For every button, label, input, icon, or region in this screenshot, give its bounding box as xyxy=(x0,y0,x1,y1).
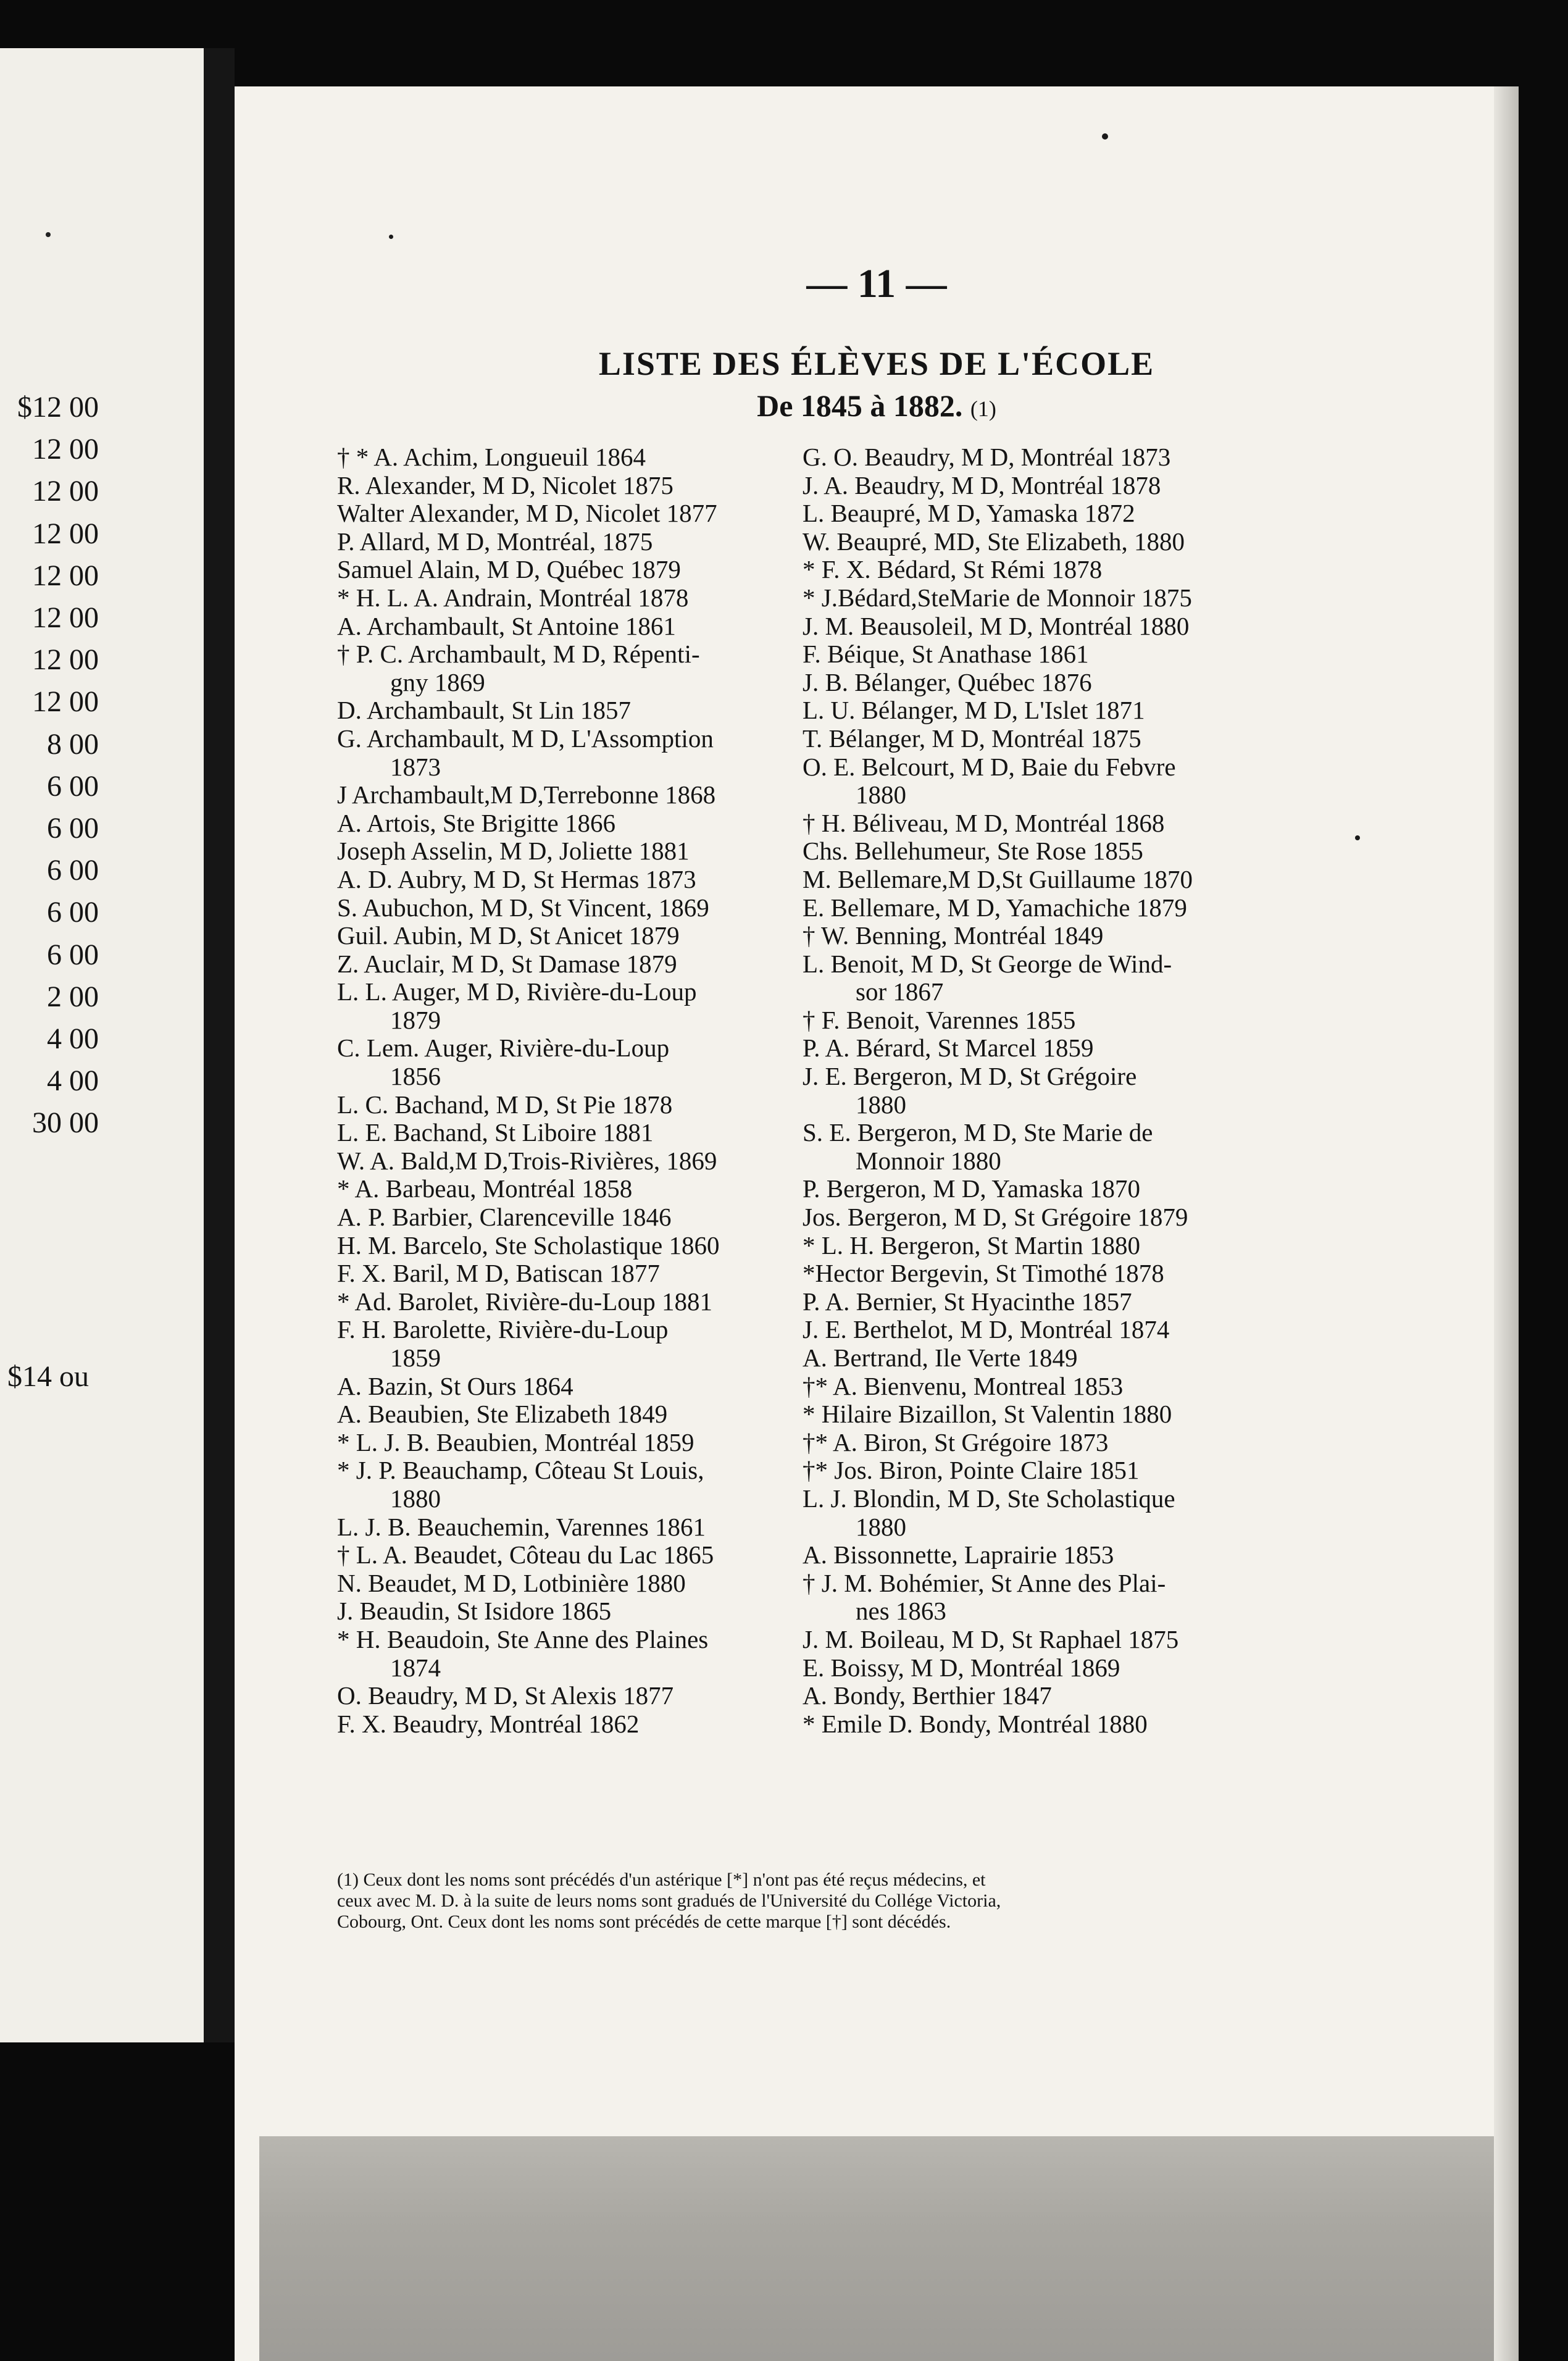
entry-continuation: 1873 xyxy=(390,752,441,781)
left-page-bottom-text: $14 ou xyxy=(7,1360,89,1393)
student-entry xyxy=(337,612,800,641)
entry-line: Joseph Asselin, M D, Joliette 1881 xyxy=(337,837,690,866)
amount-line: 4 00 xyxy=(47,1064,99,1098)
entry-continuation: 1874 xyxy=(390,1653,441,1682)
student-entry xyxy=(803,922,1333,950)
page-number: — 11 — xyxy=(806,261,947,306)
student-entry xyxy=(803,894,1333,922)
entry-line: J. B. Bélanger, Québec 1876 xyxy=(803,667,1092,696)
amount-line: 6 00 xyxy=(47,812,99,845)
entry-continuation: gny 1869 xyxy=(390,667,485,696)
amount-line: 6 00 xyxy=(47,854,99,887)
student-entry xyxy=(337,866,800,894)
student-entry xyxy=(337,837,800,866)
student-entry xyxy=(337,725,800,781)
student-entry xyxy=(337,640,800,696)
student-entry xyxy=(337,1175,800,1203)
entry-line: J. M. Beausoleil, M D, Montréal 1880 xyxy=(803,611,1190,640)
student-entry xyxy=(337,922,800,950)
entry-line: F. H. Barolette, Rivière-du-Loup xyxy=(337,1315,669,1344)
amount-line: 6 00 xyxy=(47,896,99,929)
entry-line: * F. X. Bédard, St Rémi 1878 xyxy=(803,555,1103,584)
entry-line: † F. Benoit, Varennes 1855 xyxy=(803,1005,1076,1034)
entry-line: Samuel Alain, M D, Québec 1879 xyxy=(337,555,681,584)
entry-continuation: 1879 xyxy=(390,1005,441,1034)
entry-line: * Ad. Barolet, Rivière-du-Loup 1881 xyxy=(337,1287,713,1316)
entry-line: L. Beaupré, M D, Yamaska 1872 xyxy=(803,499,1135,528)
student-entry xyxy=(803,1400,1333,1429)
entry-line: W. A. Bald,M D,Trois-Rivières, 1869 xyxy=(337,1146,717,1175)
entry-continuation: 1859 xyxy=(390,1343,441,1372)
entry-line: † L. A. Beaudet, Côteau du Lac 1865 xyxy=(337,1540,714,1569)
entry-line: A. Bissonnette, Laprairie 1853 xyxy=(803,1540,1114,1569)
student-entry xyxy=(803,1429,1333,1457)
entry-line: F. X. Beaudry, Montréal 1862 xyxy=(337,1709,640,1738)
entry-line: * J. P. Beauchamp, Côteau St Louis, xyxy=(337,1456,704,1485)
student-entry xyxy=(337,1569,800,1598)
book-gutter xyxy=(204,48,235,2042)
page-subtitle xyxy=(235,388,1519,424)
entry-line: L. U. Bélanger, M D, L'Islet 1871 xyxy=(803,696,1145,725)
ink-speck xyxy=(1355,835,1360,840)
student-entry xyxy=(803,1626,1333,1654)
student-entry xyxy=(337,1119,800,1147)
student-entry xyxy=(337,1597,800,1626)
student-entry xyxy=(337,556,800,584)
entry-line: N. Beaudet, M D, Lotbinière 1880 xyxy=(337,1568,686,1597)
entry-continuation: nes 1863 xyxy=(856,1597,946,1626)
amount-line: 12 00 xyxy=(32,559,99,592)
entry-line: J. E. Bergeron, M D, St Grégoire xyxy=(803,1062,1137,1091)
student-entry xyxy=(803,528,1333,556)
entry-line: L. E. Bachand, St Liboire 1881 xyxy=(337,1118,654,1147)
entry-line: P. A. Bérard, St Marcel 1859 xyxy=(803,1034,1094,1063)
entry-continuation: sor 1867 xyxy=(856,977,944,1006)
entry-line: J Archambault,M D,Terrebonne 1868 xyxy=(337,780,716,809)
subtitle-text: De 1845 à 1882. xyxy=(757,388,963,423)
entry-line: O. Beaudry, M D, St Alexis 1877 xyxy=(337,1681,674,1710)
student-entry xyxy=(337,1429,800,1457)
entry-line: O. E. Belcourt, M D, Baie du Febvre xyxy=(803,752,1176,781)
entry-line: † W. Benning, Montréal 1849 xyxy=(803,921,1104,950)
student-entry xyxy=(803,1710,1333,1739)
entry-line: Z. Auclair, M D, St Damase 1879 xyxy=(337,949,677,978)
entry-line: * J.Bédard,SteMarie de Monnoir 1875 xyxy=(803,583,1192,612)
entry-line: G. Archambault, M D, L'Assomption xyxy=(337,724,714,753)
amount-line: 12 00 xyxy=(32,601,99,634)
entry-continuation: 1880 xyxy=(856,1512,906,1541)
main-page xyxy=(235,86,1519,2361)
student-list-left-column xyxy=(337,443,800,1738)
entry-line: A. Archambault, St Antoine 1861 xyxy=(337,611,676,640)
student-entry xyxy=(803,556,1333,584)
student-entry xyxy=(337,1541,800,1569)
entry-line: R. Alexander, M D, Nicolet 1875 xyxy=(337,470,673,499)
student-entry xyxy=(337,1400,800,1429)
student-entry xyxy=(337,1260,800,1288)
entry-line: L. Benoit, M D, St George de Wind- xyxy=(803,949,1172,978)
student-entry xyxy=(803,1373,1333,1401)
student-entry xyxy=(803,1541,1333,1569)
entry-line: * A. Barbeau, Montréal 1858 xyxy=(337,1174,633,1203)
entry-line: *Hector Bergevin, St Timothé 1878 xyxy=(803,1259,1164,1288)
entry-line: Walter Alexander, M D, Nicolet 1877 xyxy=(337,499,717,528)
student-entry xyxy=(337,472,800,500)
entry-continuation: 1856 xyxy=(390,1062,441,1091)
ink-dot xyxy=(46,232,51,237)
entry-line: L. C. Bachand, M D, St Pie 1878 xyxy=(337,1090,673,1119)
amount-line: 4 00 xyxy=(47,1022,99,1055)
amount-line: 8 00 xyxy=(47,727,99,761)
student-entry xyxy=(337,443,800,472)
entry-line: J. M. Boileau, M D, St Raphael 1875 xyxy=(803,1624,1179,1653)
student-entry xyxy=(337,1513,800,1542)
student-entry xyxy=(803,1569,1333,1626)
student-entry xyxy=(337,584,800,612)
student-entry xyxy=(803,443,1333,472)
student-entry xyxy=(803,499,1333,528)
entry-continuation: Monnoir 1880 xyxy=(856,1146,1001,1175)
student-entry xyxy=(337,1626,800,1682)
student-entry xyxy=(803,1203,1333,1232)
entry-line: † H. Béliveau, M D, Montréal 1868 xyxy=(803,808,1165,837)
student-entry xyxy=(337,1091,800,1119)
entry-line: Jos. Bergeron, M D, St Grégoire 1879 xyxy=(803,1203,1188,1232)
student-entry xyxy=(803,725,1333,753)
student-entry xyxy=(337,809,800,838)
student-entry xyxy=(803,1034,1333,1063)
entry-line: †* A. Biron, St Grégoire 1873 xyxy=(803,1427,1109,1456)
entry-line: D. Archambault, St Lin 1857 xyxy=(337,696,632,725)
entry-line: E. Bellemare, M D, Yamachiche 1879 xyxy=(803,893,1187,922)
footnote-line: ceux avec M. D. à la suite de leurs noms sont gradués de l'Université du Collége Victoria, xyxy=(337,1891,1001,1911)
student-entry xyxy=(337,1288,800,1316)
amount-line: 6 00 xyxy=(47,938,99,971)
entry-line: F. Béique, St Anathase 1861 xyxy=(803,640,1089,669)
student-entry xyxy=(803,612,1333,641)
footnote-line: (1) Ceux dont les noms sont précédés d'un astérique [*] n'ont pas été reçus médecins, et xyxy=(337,1870,986,1890)
entry-line: P. Allard, M D, Montréal, 1875 xyxy=(337,527,653,556)
page-edge xyxy=(1494,86,1519,2361)
ink-speck xyxy=(1102,133,1108,140)
entry-line: L. L. Auger, M D, Rivière-du-Loup xyxy=(337,977,697,1006)
student-entry xyxy=(803,584,1333,612)
entry-line: †* Jos. Biron, Pointe Claire 1851 xyxy=(803,1456,1140,1485)
student-entry xyxy=(337,528,800,556)
entry-line: * L. J. B. Beaubien, Montréal 1859 xyxy=(337,1427,694,1456)
student-entry xyxy=(337,696,800,725)
student-entry xyxy=(337,1682,800,1710)
entry-line: * Hilaire Bizaillon, St Valentin 1880 xyxy=(803,1400,1172,1429)
entry-line: H. M. Barcelo, Ste Scholastique 1860 xyxy=(337,1231,720,1260)
entry-line: A. P. Barbier, Clarenceville 1846 xyxy=(337,1203,672,1232)
scan-shadow-band xyxy=(259,2136,1494,2361)
amount-line: 6 00 xyxy=(47,769,99,803)
student-entry xyxy=(803,1260,1333,1288)
student-entry xyxy=(337,978,800,1034)
entry-line: A. Bazin, St Ours 1864 xyxy=(337,1371,573,1400)
entry-line: † P. C. Archambault, M D, Répenti- xyxy=(337,640,700,669)
student-entry xyxy=(803,1344,1333,1373)
student-entry xyxy=(803,1175,1333,1203)
student-entry xyxy=(337,1456,800,1513)
page-title: LISTE DES ÉLÈVES DE L'ÉCOLE xyxy=(598,345,1155,382)
entry-line: * Emile D. Bondy, Montréal 1880 xyxy=(803,1709,1148,1738)
student-entry xyxy=(337,1232,800,1260)
student-entry xyxy=(803,1654,1333,1682)
subtitle-footnote-marker: (1) xyxy=(970,396,996,421)
student-entry xyxy=(337,499,800,528)
student-entry xyxy=(803,753,1333,809)
entry-line: W. Beaupré, MD, Ste Elizabeth, 1880 xyxy=(803,527,1185,556)
amount-line: 12 00 xyxy=(32,475,99,508)
entry-line: A. Bertrand, Ile Verte 1849 xyxy=(803,1343,1078,1372)
student-entry xyxy=(337,1710,800,1739)
entry-line: J. Beaudin, St Isidore 1865 xyxy=(337,1597,612,1626)
footnote-line: Cobourg, Ont. Ceux dont les noms sont précédés de cette marque [†] sont décédés. xyxy=(337,1912,951,1932)
student-entry xyxy=(803,1232,1333,1260)
footnote xyxy=(337,1870,1259,1933)
entry-line: * H. L. A. Andrain, Montréal 1878 xyxy=(337,583,689,612)
amount-line: 12 00 xyxy=(32,517,99,550)
student-entry xyxy=(803,1485,1333,1541)
student-entry xyxy=(803,1288,1333,1316)
entry-continuation: 1880 xyxy=(856,780,906,809)
entry-line: P. A. Bernier, St Hyacinthe 1857 xyxy=(803,1287,1132,1316)
entry-line: A. Artois, Ste Brigitte 1866 xyxy=(337,808,615,837)
student-entry xyxy=(337,1316,800,1372)
student-entry xyxy=(803,866,1333,894)
entry-continuation: 1880 xyxy=(856,1090,906,1119)
student-entry xyxy=(803,1456,1333,1485)
entry-line: Chs. Bellehumeur, Ste Rose 1855 xyxy=(803,837,1143,866)
student-entry xyxy=(803,640,1333,669)
entry-line: A. Bondy, Berthier 1847 xyxy=(803,1681,1052,1710)
student-entry xyxy=(803,950,1333,1006)
student-entry xyxy=(803,1063,1333,1119)
entry-line: † * A. Achim, Longueuil 1864 xyxy=(337,443,646,471)
student-entry xyxy=(337,950,800,979)
student-entry xyxy=(337,1203,800,1232)
entry-line: S. Aubuchon, M D, St Vincent, 1869 xyxy=(337,893,709,922)
entry-line: L. J. Blondin, M D, Ste Scholastique xyxy=(803,1484,1175,1513)
amount-line: 12 00 xyxy=(32,433,99,466)
student-entry xyxy=(803,1119,1333,1175)
student-entry xyxy=(337,1147,800,1176)
student-entry xyxy=(337,1373,800,1401)
entry-line: P. Bergeron, M D, Yamaska 1870 xyxy=(803,1174,1141,1203)
student-entry xyxy=(803,1316,1333,1344)
entry-line: E. Boissy, M D, Montréal 1869 xyxy=(803,1653,1120,1682)
ink-speck xyxy=(389,235,393,239)
student-entry xyxy=(337,1034,800,1090)
entry-line: * H. Beaudoin, Ste Anne des Plaines xyxy=(337,1624,709,1653)
amount-line: 2 00 xyxy=(47,980,99,1013)
student-entry xyxy=(803,809,1333,838)
entry-line: * L. H. Bergeron, St Martin 1880 xyxy=(803,1231,1140,1260)
student-entry xyxy=(803,696,1333,725)
student-entry xyxy=(803,1682,1333,1710)
entry-line: M. Bellemare,M D,St Guillaume 1870 xyxy=(803,864,1193,893)
entry-line: † J. M. Bohémier, St Anne des Plai- xyxy=(803,1568,1166,1597)
student-entry xyxy=(803,472,1333,500)
entry-line: †* A. Bienvenu, Montreal 1853 xyxy=(803,1371,1124,1400)
entry-line: A. Beaubien, Ste Elizabeth 1849 xyxy=(337,1400,668,1429)
entry-line: T. Bélanger, M D, Montréal 1875 xyxy=(803,724,1141,753)
student-entry xyxy=(803,1006,1333,1035)
student-entry xyxy=(337,781,800,809)
entry-line: J. A. Beaudry, M D, Montréal 1878 xyxy=(803,470,1161,499)
entry-line: G. O. Beaudry, M D, Montréal 1873 xyxy=(803,443,1171,471)
left-facing-page xyxy=(0,48,204,2042)
amount-line: 30 00 xyxy=(32,1106,99,1140)
amount-line: 12 00 xyxy=(32,643,99,677)
amount-line: 12 00 xyxy=(32,685,99,719)
student-entry xyxy=(803,669,1333,697)
entry-line: Guil. Aubin, M D, St Anicet 1879 xyxy=(337,921,680,950)
entry-continuation: 1880 xyxy=(390,1484,441,1513)
entry-line: S. E. Bergeron, M D, Ste Marie de xyxy=(803,1118,1153,1147)
entry-line: L. J. B. Beauchemin, Varennes 1861 xyxy=(337,1512,706,1541)
entry-line: A. D. Aubry, M D, St Hermas 1873 xyxy=(337,864,696,893)
amount-line: $12 00 xyxy=(17,391,99,424)
entry-line: F. X. Baril, M D, Batiscan 1877 xyxy=(337,1259,660,1288)
student-list-right-column xyxy=(803,443,1333,1738)
entry-line: C. Lem. Auger, Rivière-du-Loup xyxy=(337,1034,670,1063)
entry-line: J. E. Berthelot, M D, Montréal 1874 xyxy=(803,1315,1170,1344)
student-entry xyxy=(803,837,1333,866)
student-entry xyxy=(337,894,800,922)
